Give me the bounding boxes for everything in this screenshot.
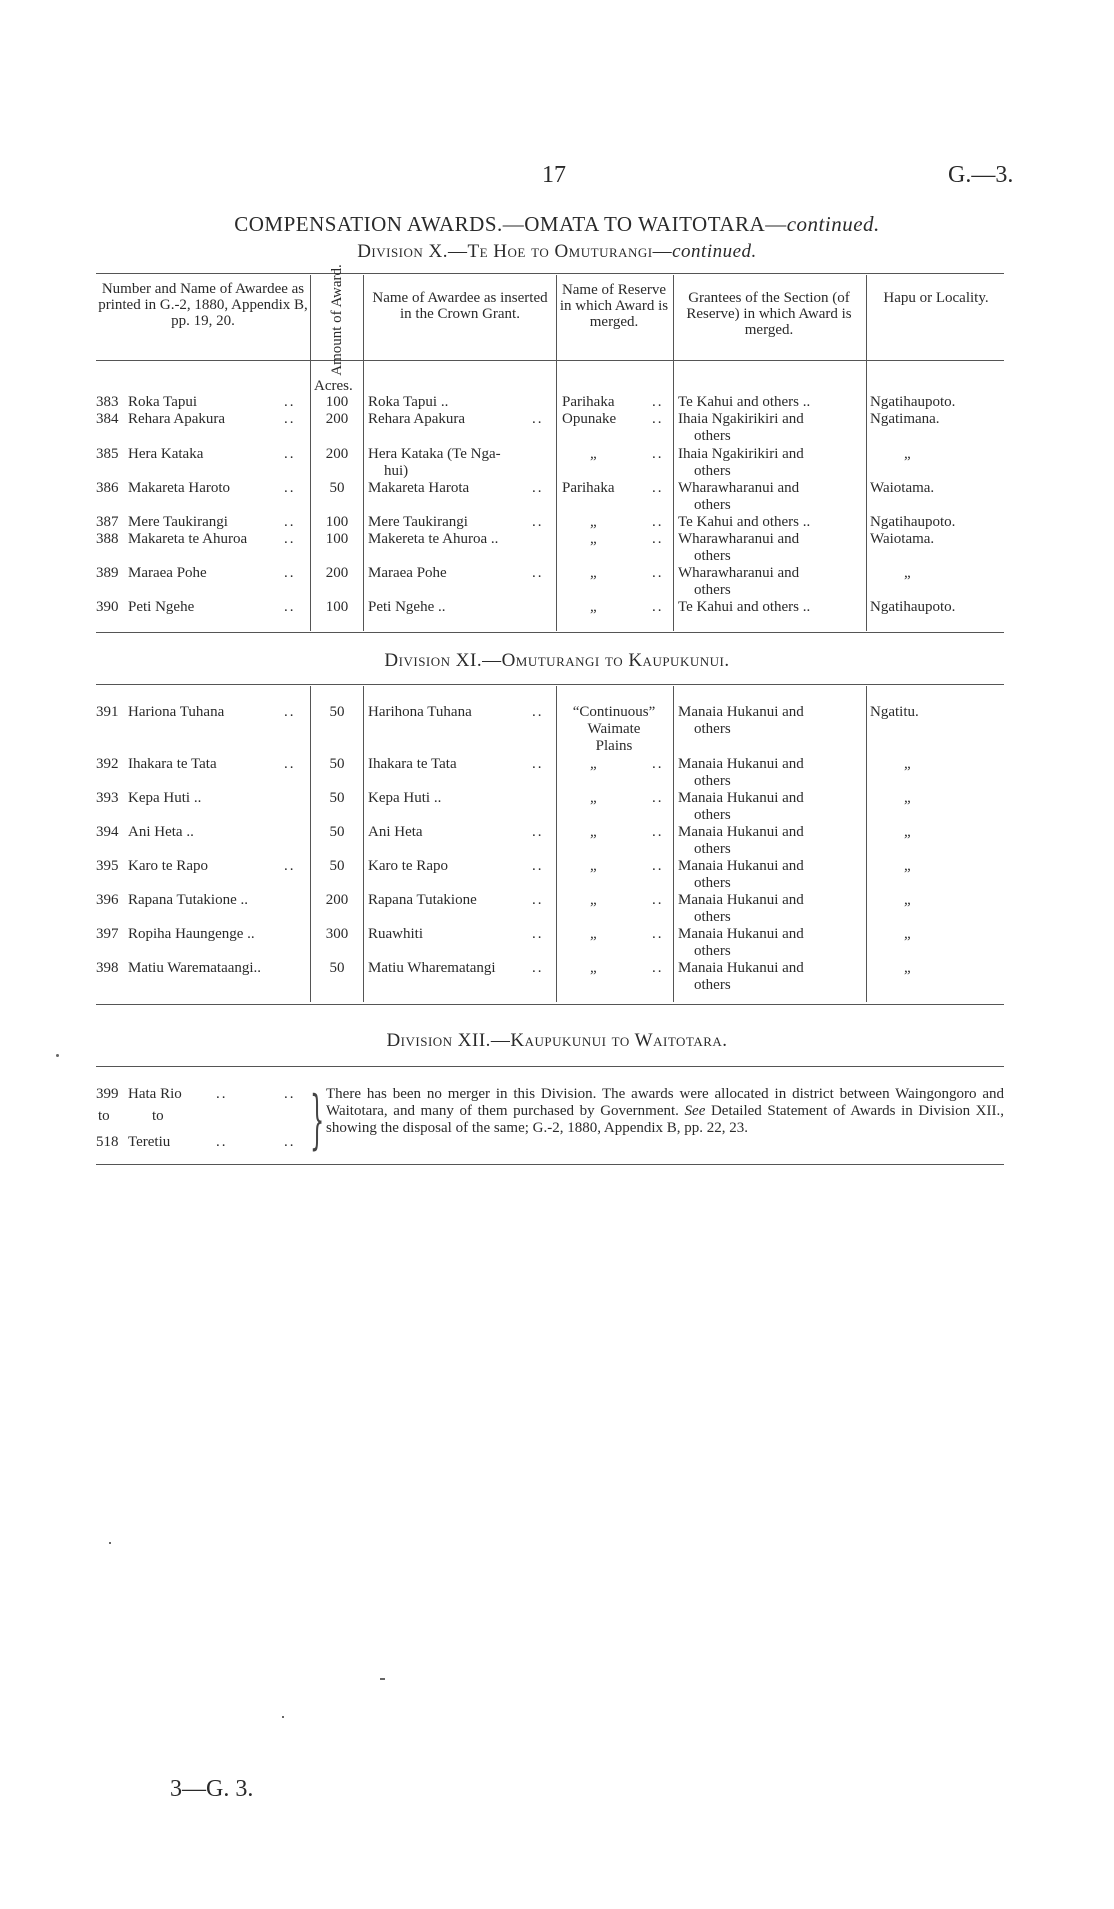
division-xii-bottom-rule xyxy=(96,1164,1004,1165)
start-no: 399 xyxy=(96,1086,119,1102)
grantees: Wharawharanui and xyxy=(678,531,800,547)
leader-dots: .. xyxy=(532,411,544,427)
grantees: Manaia Hukanui and xyxy=(678,824,804,840)
award-acres: 50 xyxy=(329,824,345,840)
reserve-ditto: „ xyxy=(590,926,597,942)
leader-dots: .. xyxy=(652,599,664,615)
grantees-cont: others xyxy=(694,807,731,823)
division-xii-title: Division XII.—Kaupukunui to Waitotara. xyxy=(386,1030,728,1051)
grantees: Te Kahui and others .. xyxy=(678,514,811,530)
leader-dots: .. xyxy=(652,531,664,547)
grantees-cont: others xyxy=(694,721,731,737)
award-acres: 200 xyxy=(325,446,349,462)
leader-dots: .. xyxy=(652,514,664,530)
crown-grant-name-cont: hui) xyxy=(384,463,409,479)
hapu-ditto: „ xyxy=(904,892,911,908)
col-rule xyxy=(673,686,674,1002)
leader-dots: .. xyxy=(652,565,664,581)
awardee-number: 387 xyxy=(96,514,119,530)
reserve-name-cont: Waimate xyxy=(587,721,641,737)
award-acres: 50 xyxy=(329,704,345,720)
start-name: Hata Rio xyxy=(128,1086,182,1102)
hapu-locality: Ngatihaupoto. xyxy=(870,514,956,530)
leader-dots: .. xyxy=(652,858,664,874)
scan-speck xyxy=(380,1678,385,1680)
award-acres: 50 xyxy=(329,858,345,874)
crown-grant-name: Hera Kataka (Te Nga- xyxy=(368,446,501,462)
grantees: Manaia Hukanui and xyxy=(678,756,804,772)
col-header-crown-name: Name of Awardee as inserted in the Crown Grant. xyxy=(372,290,548,322)
col-rule xyxy=(310,686,311,1002)
leader-dots: .. xyxy=(532,480,544,496)
crown-grant-name: Karo te Rapo xyxy=(368,858,448,874)
crown-grant-name: Ruawhiti xyxy=(368,926,423,942)
grantees: Wharawharanui and xyxy=(678,480,800,496)
end-name: Teretiu xyxy=(128,1134,171,1150)
awardee-number: 386 xyxy=(96,480,119,496)
leader-dots: .. xyxy=(284,394,296,410)
leader-dots: .. xyxy=(284,480,296,496)
crown-grant-name: Makereta te Ahuroa .. xyxy=(368,531,499,547)
col-rule xyxy=(363,686,364,1002)
awardee-name: Ropiha Haungenge .. xyxy=(128,926,255,942)
division-xi-bottom-rule xyxy=(96,1004,1004,1005)
hapu-locality: Ngatitu. xyxy=(870,704,919,720)
hapu-ditto: „ xyxy=(904,446,911,462)
to-right: to xyxy=(152,1108,164,1124)
document-reference: G.—3. xyxy=(948,162,1014,188)
reserve-ditto: „ xyxy=(590,858,597,874)
reserve-ditto: „ xyxy=(590,824,597,840)
awardee-name: Ihakara te Tata xyxy=(128,756,217,772)
awardee-number: 391 xyxy=(96,704,119,720)
hapu-ditto: „ xyxy=(904,960,911,976)
grantees: Manaia Hukanui and xyxy=(678,858,804,874)
grantees-cont: others xyxy=(694,463,731,479)
reserve-ditto: „ xyxy=(590,446,597,462)
leader-dots: .. xyxy=(652,446,664,462)
scan-speck xyxy=(282,1716,284,1718)
awardee-name: Makareta Haroto xyxy=(128,480,231,496)
grantees: Te Kahui and others .. xyxy=(678,394,811,410)
grantees-cont: others xyxy=(694,841,731,857)
hapu-ditto: „ xyxy=(904,565,911,581)
awardee-name: Rehara Apakura xyxy=(128,411,226,427)
crown-grant-name: Makareta Harota xyxy=(368,480,470,496)
reserve-ditto: „ xyxy=(590,790,597,806)
col-header-amount: Amount of Award. xyxy=(329,264,345,376)
grantees: Ihaia Ngakirikiri and xyxy=(678,411,804,427)
award-acres: 200 xyxy=(325,892,349,908)
awardee-number: 385 xyxy=(96,446,119,462)
awardee-name: Mere Taukirangi xyxy=(128,514,228,530)
division-xi-title: Division XI.—Omuturangi to Kaupukunui. xyxy=(384,650,730,671)
leader-dots: .. xyxy=(216,1134,228,1150)
reserve-ditto: „ xyxy=(590,599,597,615)
hapu-ditto: „ xyxy=(904,858,911,874)
col-rule xyxy=(363,275,364,631)
crown-grant-name: Maraea Pohe xyxy=(368,565,447,581)
award-acres: 300 xyxy=(325,926,349,942)
leader-dots: .. xyxy=(284,704,296,720)
crown-grant-name: Rehara Apakura xyxy=(368,411,466,427)
grantees: Ihaia Ngakirikiri and xyxy=(678,446,804,462)
hapu-locality: Ngatihaupoto. xyxy=(870,599,956,615)
leader-dots: .. xyxy=(532,704,544,720)
leader-dots: .. xyxy=(652,960,664,976)
leader-dots: .. xyxy=(284,756,296,772)
crown-grant-name: Kepa Huti .. xyxy=(368,790,442,806)
crown-grant-name: Ihakara te Tata xyxy=(368,756,457,772)
awardee-number: 393 xyxy=(96,790,119,806)
crown-grant-name: Peti Ngehe .. xyxy=(368,599,446,615)
grantees: Te Kahui and others .. xyxy=(678,599,811,615)
leader-dots: .. xyxy=(284,858,296,874)
award-acres: 200 xyxy=(325,565,349,581)
awardee-name: Kepa Huti .. xyxy=(128,790,202,806)
grantees: Manaia Hukanui and xyxy=(678,960,804,976)
leader-dots: .. xyxy=(652,790,664,806)
grantees-cont: others xyxy=(694,428,731,444)
award-acres: 50 xyxy=(329,960,345,976)
grantees-cont: others xyxy=(694,977,731,993)
leader-dots: .. xyxy=(284,446,296,462)
grantees-cont: others xyxy=(694,943,731,959)
awardee-number: 388 xyxy=(96,531,119,547)
leader-dots: .. xyxy=(652,824,664,840)
grantees: Manaia Hukanui and xyxy=(678,892,804,908)
leader-dots: .. xyxy=(652,756,664,772)
col-header-grantees: Grantees of the Section (of Reserve) in which Award is merged. xyxy=(686,290,852,338)
awardee-number: 389 xyxy=(96,565,119,581)
to-left: to xyxy=(98,1108,110,1124)
reserve-ditto: „ xyxy=(590,756,597,772)
awardee-number: 383 xyxy=(96,394,119,410)
scan-speck xyxy=(56,1054,59,1057)
award-acres: 100 xyxy=(325,514,349,530)
award-acres: 100 xyxy=(325,531,349,547)
reserve-ditto: „ xyxy=(590,565,597,581)
awardee-number: 397 xyxy=(96,926,119,942)
col-rule xyxy=(866,686,867,1002)
awardee-name: Peti Ngehe xyxy=(128,599,195,615)
reserve-name: Parihaka xyxy=(562,394,615,410)
division-xi-top-rule xyxy=(96,684,1004,685)
awardee-number: 396 xyxy=(96,892,119,908)
division-xii-top-rule xyxy=(96,1066,1004,1067)
leader-dots: .. xyxy=(652,480,664,496)
hapu-ditto: „ xyxy=(904,756,911,772)
awardee-name: Hera Kataka xyxy=(128,446,204,462)
awardee-name: Karo te Rapo xyxy=(128,858,208,874)
awardee-name: Rapana Tutakione .. xyxy=(128,892,248,908)
division-x-title: Division X.—Te Hoe to Omuturangi—continued. xyxy=(357,241,757,262)
hapu-ditto: „ xyxy=(904,926,911,942)
reserve-ditto: „ xyxy=(590,960,597,976)
col-rule xyxy=(673,275,674,631)
hapu-locality: Waiotama. xyxy=(870,531,935,547)
end-no: 518 xyxy=(96,1134,119,1150)
grantees: Manaia Hukanui and xyxy=(678,790,804,806)
scan-speck xyxy=(109,1542,111,1544)
leader-dots: .. xyxy=(652,892,664,908)
units-label: Acres. xyxy=(314,378,353,394)
crown-grant-name: Rapana Tutakione xyxy=(368,892,477,908)
hapu-locality: Waiotama. xyxy=(870,480,935,496)
col-header-hapu: Hapu or Locality. xyxy=(883,290,989,306)
leader-dots: .. xyxy=(532,858,544,874)
grantees-cont: others xyxy=(694,773,731,789)
hapu-locality: Ngatihaupoto. xyxy=(870,394,956,410)
leader-dots: .. xyxy=(532,756,544,772)
leader-dots: .. xyxy=(284,531,296,547)
crown-grant-name: Harihona Tuhana xyxy=(368,704,472,720)
col-rule xyxy=(556,275,557,631)
awardee-number: 395 xyxy=(96,858,119,874)
awardee-name: Maraea Pohe xyxy=(128,565,207,581)
reserve-ditto: „ xyxy=(590,531,597,547)
leader-dots: .. xyxy=(532,565,544,581)
leader-dots: .. xyxy=(532,926,544,942)
grantees: Manaia Hukanui and xyxy=(678,704,804,720)
reserve-ditto: „ xyxy=(590,514,597,530)
crown-grant-name: Ani Heta xyxy=(368,824,423,840)
award-acres: 100 xyxy=(325,394,349,410)
leader-dots: .. xyxy=(284,411,296,427)
awardee-number: 392 xyxy=(96,756,119,772)
leader-dots: .. xyxy=(532,960,544,976)
leader-dots: .. xyxy=(652,411,664,427)
page-number: 17 xyxy=(542,162,566,188)
grantees: Manaia Hukanui and xyxy=(678,926,804,942)
col-header-number-name: Number and Name of Awardee as printed in G.-2, 1880, Appendix B, pp. 19, 20. xyxy=(98,281,308,329)
footer-reference: 3—G. 3. xyxy=(170,1776,254,1802)
award-acres: 50 xyxy=(329,790,345,806)
brace-icon: } xyxy=(310,1083,325,1157)
leader-dots: .. xyxy=(284,565,296,581)
col-rule xyxy=(866,275,867,631)
reserve-name-cont: Plains xyxy=(595,738,633,754)
awardee-name: Roka Tapui xyxy=(128,394,198,410)
award-acres: 50 xyxy=(329,756,345,772)
reserve-name: Opunake xyxy=(562,411,617,427)
award-acres: 50 xyxy=(329,480,345,496)
reserve-ditto: „ xyxy=(590,892,597,908)
crown-grant-name: Matiu Wharematangi xyxy=(368,960,496,976)
leader-dots: .. xyxy=(284,1134,296,1150)
col-header-reserve: Name of Reserve in which Award is merged. xyxy=(559,282,669,330)
awardee-number: 384 xyxy=(96,411,119,427)
header-bottom-rule xyxy=(96,360,1004,361)
leader-dots: .. xyxy=(532,824,544,840)
division-x-bottom-rule xyxy=(96,632,1004,633)
award-acres: 200 xyxy=(325,411,349,427)
reserve-name: Parihaka xyxy=(562,480,615,496)
hapu-ditto: „ xyxy=(904,790,911,806)
grantees-cont: others xyxy=(694,548,731,564)
award-acres: 100 xyxy=(325,599,349,615)
table-top-rule xyxy=(96,273,1004,274)
awardee-name: Makareta te Ahuroa xyxy=(128,531,248,547)
hapu-ditto: „ xyxy=(904,824,911,840)
reserve-name: “Continuous” xyxy=(572,704,656,720)
awardee-number: 390 xyxy=(96,599,119,615)
leader-dots: .. xyxy=(532,514,544,530)
main-title: COMPENSATION AWARDS.—OMATA TO WAITOTARA—continued. xyxy=(234,212,880,236)
awardee-name: Ani Heta .. xyxy=(128,824,194,840)
crown-grant-name: Mere Taukirangi xyxy=(368,514,468,530)
awardee-number: 394 xyxy=(96,824,119,840)
grantees-cont: others xyxy=(694,497,731,513)
crown-grant-name: Roka Tapui .. xyxy=(368,394,449,410)
awardee-number: 398 xyxy=(96,960,119,976)
grantees-cont: others xyxy=(694,582,731,598)
leader-dots: .. xyxy=(284,514,296,530)
grantees: Wharawharanui and xyxy=(678,565,800,581)
leader-dots: .. xyxy=(532,892,544,908)
awardee-name: Hariona Tuhana xyxy=(128,704,225,720)
awardee-name: Matiu Waremataangi.. xyxy=(128,960,262,976)
leader-dots: .. xyxy=(216,1086,228,1102)
leader-dots: .. xyxy=(284,1086,296,1102)
leader-dots: .. xyxy=(284,599,296,615)
leader-dots: .. xyxy=(652,926,664,942)
grantees-cont: others xyxy=(694,909,731,925)
division-xii-note: There has been no merger in this Division. The awards were allocated in district between Waingongoro and Waitotara, and many of them purchased by Government. See Detailed Statement of Awards in Division XII., showing the disposal of the same; G.-2, 1880, Appendix B, pp. 22, 23. xyxy=(326,1086,1005,1136)
col-rule xyxy=(556,686,557,1002)
grantees-cont: others xyxy=(694,875,731,891)
leader-dots: .. xyxy=(652,394,664,410)
hapu-locality: Ngatimana. xyxy=(870,411,940,427)
